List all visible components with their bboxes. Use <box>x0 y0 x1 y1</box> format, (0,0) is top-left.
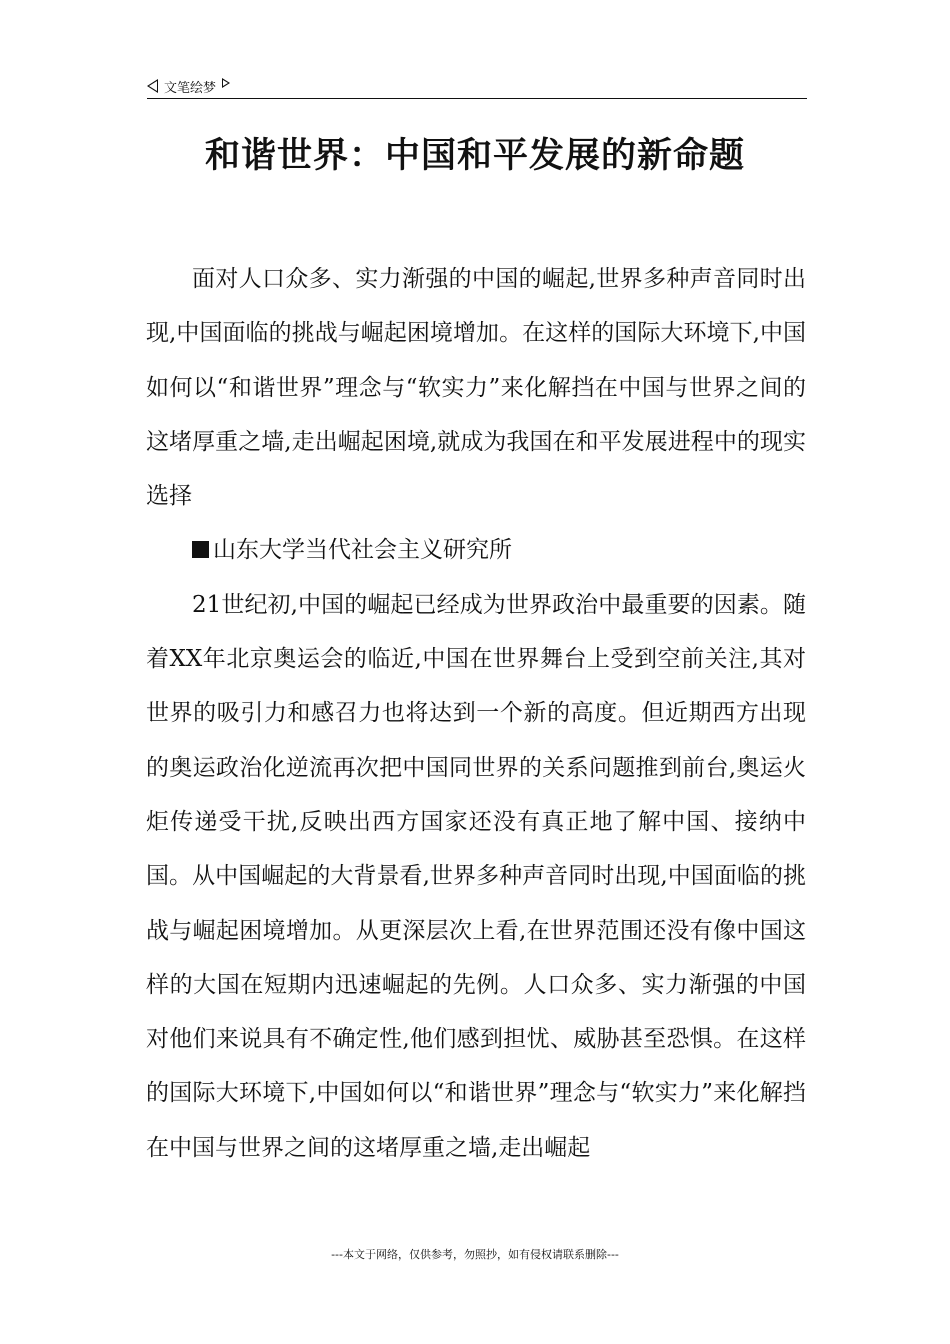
body-paragraph: 21世纪初,中国的崛起已经成为世界政治中最重要的因素。随着XX年北京奥运会的临近,中国在世界舞台上受到空前关注,其对世界的吸引力和感召力也将达到一个新的高度。但近期西方出现的奥运政治化逆流再次把中国同世界的关系问题推到前台,奥运火炬传递受干扰,反映出西方国家还没有真正地了解中国、接纳中国。从中国崛起的大背景看,世界多种声音同时出现,中国面临的挑战与崛起困境增加。从更深层次上看,在世界范围还没有像中国这样的大国在短期内迅速崛起的先例。人口众多、实力渐强的中国对他们来说具有不确定性,他们感到担忧、威胁甚至恐惧。在这样的国际大环境下,中国如何以“和谐世界”理念与“软实力”来化解挡在中国与世界之间的这堵厚重之墙,走出崛起 <box>146 591 806 1161</box>
document-title: 和谐世界：中国和平发展的新命题 <box>204 136 745 176</box>
page-header <box>147 74 807 99</box>
header-label: 文笔绘梦 <box>164 80 217 96</box>
triangle-left-icon <box>147 79 158 93</box>
summary-paragraph: 面对人口众多、实力渐强的中国的崛起,世界多种声音同时出现,中国面临的挑战与崛起困境增加。在这样的国际大环境下,中国如何以“和谐世界”理念与“软实力”来化解挡在中国与世界之间的这堵厚重之墙,走出崛起困境,就成为我国在和平发展进程中的现实选择 <box>146 266 806 510</box>
triangle-right-icon <box>222 78 230 88</box>
footer-disclaimer: ---本文于网络，仅供参考，勿照抄，如有侵权请联系删除--- <box>331 1248 619 1261</box>
author-line: 山东大学当代社会主义研究所 <box>146 523 806 577</box>
document-body <box>146 252 806 1175</box>
